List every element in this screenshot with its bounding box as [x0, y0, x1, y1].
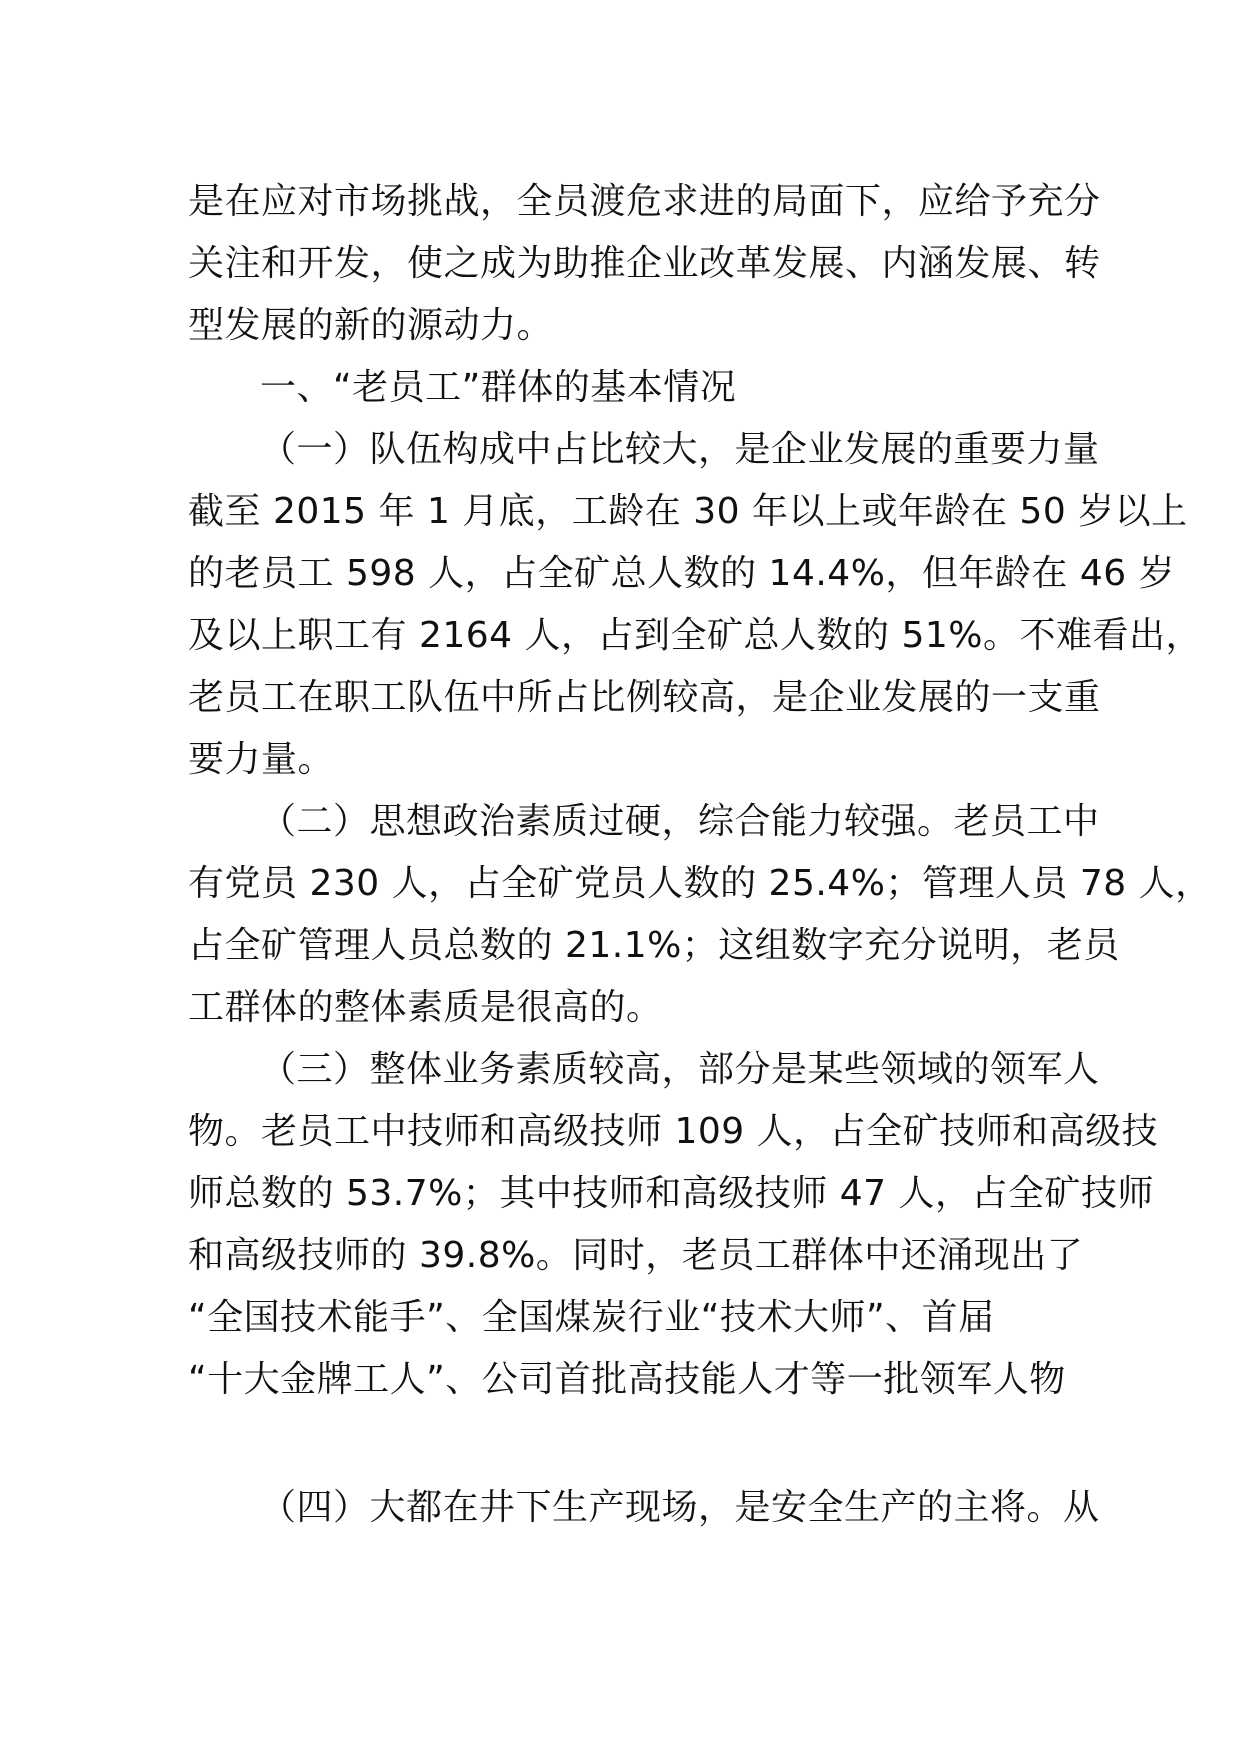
text-line-17: 师总数的 53.7%；其中技师和高级技师 47 人，占全矿技师 — [188, 1173, 1155, 1214]
text-line-3: 型发展的新的源动力。 — [188, 305, 554, 346]
text-line-13: 占全矿管理人员总数的 21.1%；这组数字充分说明，老员 — [188, 925, 1120, 966]
subsection-heading-1: （一）队伍构成中占比较大，是企业发展的重要力量 — [260, 429, 1100, 470]
text-line-14: 工群体的整体素质是很高的。 — [188, 987, 663, 1028]
subsection-heading-2: （二）思想政治素质过硬，综合能力较强。老员工中 — [260, 801, 1100, 842]
text-line-19: “全国技术能手”、全国煤炭行业“技术大师”、首届 — [188, 1297, 995, 1338]
text-line-12: 有党员 230 人，占全矿党员人数的 25.4%；管理人员 78 人， — [188, 863, 1212, 904]
text-line-9: 老员工在职工队伍中所占比例较高，是企业发展的一支重 — [188, 677, 1101, 718]
text-line-7: 的老员工 598 人，占全矿总人数的 14.4%，但年龄在 46 岁 — [188, 553, 1176, 594]
subsection-heading-3: （三）整体业务素质较高，部分是某些领域的领军人 — [260, 1049, 1100, 1090]
text-line-16: 物。老员工中技师和高级技师 109 人，占全矿技师和高级技 — [188, 1111, 1159, 1152]
text-line-2: 关注和开发，使之成为助推企业改革发展、内涵发展、转 — [188, 243, 1101, 284]
text-line-8: 及以上职工有 2164 人，占到全矿总人数的 51%。不难看出， — [188, 615, 1202, 656]
text-line-10: 要力量。 — [188, 739, 335, 780]
section-heading-1: 一、“老员工”群体的基本情况 — [260, 367, 737, 408]
text-line-20: “十大金牌工人”、公司首批高技能人才等一批领军人物 — [188, 1359, 1066, 1400]
subsection-heading-4: （四）大都在井下生产现场，是安全生产的主将。从 — [260, 1487, 1100, 1528]
text-line-1: 是在应对市场挑战，全员渡危求进的局面下，应给予充分 — [188, 181, 1101, 222]
text-line-18: 和高级技师的 39.8%。同时，老员工群体中还涌现出了 — [188, 1235, 1084, 1276]
text-line-6: 截至 2015 年 1 月底，工龄在 30 年以上或年龄在 50 岁以上 — [188, 491, 1188, 532]
